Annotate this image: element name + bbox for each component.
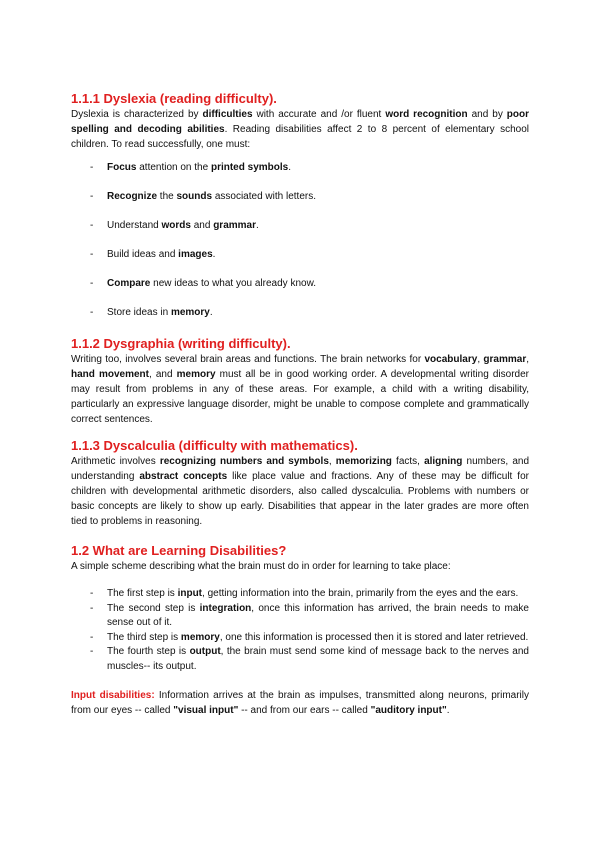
paragraph-dyscalculia: Arithmetic involves recognizing numbers and symbols, memorizing facts, aligning numbers, and understanding abstract concepts like place value and fractions. Any of these may be difficult for children with developmental arithmetic disorders, also called dyscalculia. Problems with numbers or basic concepts are likely to show up early. Disabilities that appear in the later grades are more often tied to problems in reasoning.	[71, 456, 530, 527]
list-item: - Compare new ideas to what you already know.	[90, 278, 317, 289]
list-item: - The third step is memory, one this information is processed then it is stored and later retrieved.	[90, 631, 529, 643]
list-item: - The first step is input, getting information into the brain, primarily from the eyes and the ears.	[90, 588, 519, 599]
document-content	[71, 91, 529, 718]
list-item: - Recognize the sounds associated with letters.	[90, 191, 316, 202]
list-item: - Store ideas in memory.	[90, 307, 213, 318]
list-item: - Focus attention on the printed symbols.	[90, 162, 291, 173]
paragraph-dyslexia: Dyslexia is characterized by difficulties with accurate and /or fluent word recognition and by poor spelling and decoding abilities. Reading disabilities affect 2 to 8 percent of elementary school children. To read successfully, one must:	[71, 109, 530, 150]
heading-dyscalculia: 1.1.3 Dyscalculia (difficulty with mathematics).	[71, 438, 358, 453]
reading-steps-list	[71, 160, 529, 334]
heading-learning-disabilities: 1.2 What are Learning Disabilities?	[71, 543, 287, 558]
heading-dyslexia: 1.1.1 Dyslexia (reading difficulty).	[71, 91, 277, 106]
input-disabilities-label: Input disabilities:	[71, 690, 155, 701]
list-item: - Build ideas and images.	[90, 249, 216, 260]
learning-steps-list	[71, 587, 529, 674]
list-item: - Understand words and grammar.	[90, 220, 259, 231]
paragraph-dysgraphia: Writing too, involves several brain areas and functions. The brain networks for vocabulary, grammar, hand movement, and memory must all be in good working order. A developmental writing disorder may result from problems in any of these areas. For example, a child with a writing disability, particularly an expressive language disorder, might be unable to compose complete and grammatically correct sentences.	[71, 354, 530, 425]
list-item: - The second step is integration, once this information has arrived, the brain needs to make sense out of it.	[90, 602, 529, 628]
list-item: - The fourth step is output, the brain must send some kind of message back to the nerves and muscles-- its output.	[90, 646, 529, 672]
heading-dysgraphia: 1.1.2 Dysgraphia (writing difficulty).	[71, 336, 291, 351]
paragraph-input-disabilities: Input disabilities: Information arrives at the brain as impulses, transmitted along neurons, primarily from our eyes -- called "visual input" -- and from our ears -- called "auditory input".	[71, 690, 529, 716]
paragraph-learning-intro: A simple scheme describing what the brain must do in order for learning to take place:	[71, 561, 451, 572]
